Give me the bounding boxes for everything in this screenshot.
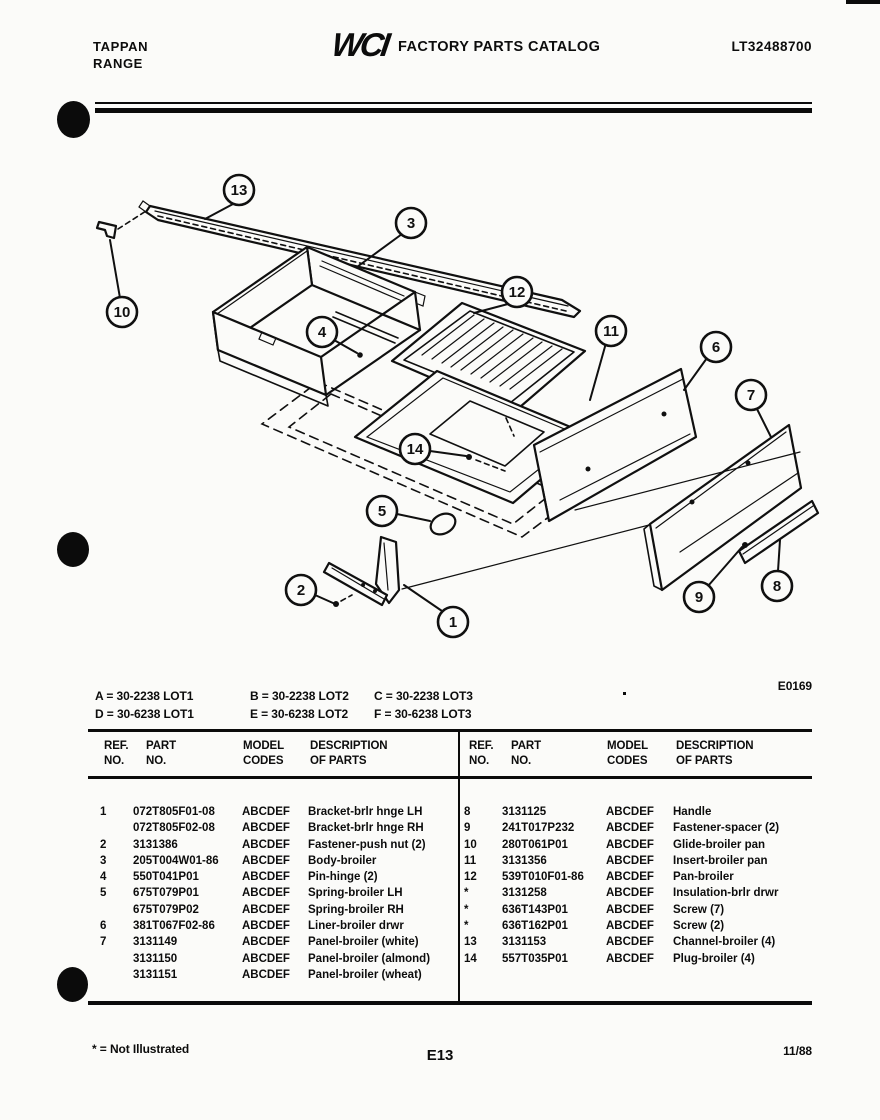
model-legend-b: B = 30-2238 LOT2 [250,689,349,703]
cell-codes: ABCDEF [606,871,654,884]
svg-text:2: 2 [296,582,306,599]
cell-ref: 1 [100,806,107,818]
table-row [464,936,812,952]
callout-13 [224,175,254,205]
cell-part: 675T079P02 [133,903,199,916]
page-number: E13 [426,1047,454,1064]
callout-9 [684,582,714,612]
cell-part: 280T061P01 [502,838,568,851]
cell-desc: Pin-hinge (2) [308,871,378,884]
cell-desc: Plug-broiler (4) [673,952,755,965]
svg-text:11: 11 [603,323,619,340]
cell-ref: * [464,903,469,916]
cell-ref: 4 [100,871,107,884]
svg-text:9: 9 [694,589,704,606]
cell-codes: ABCDEF [242,968,290,981]
cell-desc: Pan-broiler [673,871,734,884]
svg-text:6: 6 [711,339,721,356]
callout-6 [701,332,731,362]
table-row [100,936,452,952]
table-row [100,969,452,985]
cell-codes: ABCDEF [242,936,290,949]
cell-ref: 11 [464,854,477,867]
cell-ref: 9 [464,822,471,835]
cell-codes: ABCDEF [606,822,654,835]
model-legend-c: C = 30-2238 LOT3 [374,689,473,703]
svg-text:7: 7 [746,387,756,404]
callout-12 [502,277,532,307]
svg-text:14: 14 [406,441,424,458]
cell-part: 205T004W01-86 [133,854,219,867]
cell-desc: Bracket-brlr hnge LH [308,806,423,818]
cell-desc: Spring-broiler RH [308,903,404,916]
cell-desc: Liner-broiler drwr [308,920,404,933]
callout-10 [107,297,137,327]
cell-codes: ABCDEF [242,854,290,867]
col-header-part-right: PART NO. [511,740,542,767]
cell-desc: Screw (2) [673,920,725,933]
cell-ref: * [464,920,469,933]
table-row [100,839,452,855]
table-top-rule [88,729,812,732]
table-row [100,904,452,920]
cell-part: 3131356 [502,854,547,867]
col-header-desc-right: DESCRIPTION OF PARTS [676,740,754,767]
cell-ref: 8 [464,806,471,818]
table-row [464,855,812,871]
callout-2 [286,575,316,605]
table-row [100,920,452,936]
cell-part: 550T041P01 [133,871,199,884]
scan-dot [623,692,626,695]
cell-desc: Insert-broiler pan [673,854,768,867]
cell-ref: * [464,887,469,900]
cell-codes: ABCDEF [606,936,654,949]
svg-text:12: 12 [508,284,526,301]
cell-desc: Fastener-push nut (2) [308,838,426,851]
table-row [100,822,452,838]
callout-4 [307,317,337,347]
col-header-ref-right: REF. NO. [469,740,494,767]
cell-part: 3131151 [133,968,178,981]
callout-14 [400,434,430,464]
hinge-pin-part [357,352,363,358]
table-row [464,806,812,822]
table-row [464,871,812,887]
spring-part [427,510,459,539]
catalog-title: FACTORY PARTS CATALOG [398,39,601,55]
cell-part: 539T010F01-86 [502,871,584,884]
cell-part: 381T067F02-86 [133,920,215,933]
cell-ref: 3 [100,854,107,867]
brand-line1: TAPPAN [93,39,149,54]
model-legend-d: D = 30-6238 LOT1 [95,707,194,721]
cell-ref: 7 [100,936,107,949]
cell-part: 072T805F02-08 [133,822,215,835]
table-row [100,806,452,822]
table-row [464,904,812,920]
push-nut-part [333,595,352,607]
end-bracket-part [97,211,146,238]
cell-codes: ABCDEF [242,871,290,884]
model-legend-e: E = 30-6238 LOT2 [250,707,349,721]
cell-codes: ABCDEF [242,838,290,851]
table-row [464,953,812,969]
cell-desc: Panel-broiler (wheat) [308,968,422,981]
cell-desc: Panel-broiler (almond) [308,952,431,965]
table-row [100,871,452,887]
cell-part: 3131150 [133,952,178,965]
cell-desc: Fastener-spacer (2) [673,822,780,835]
cell-part: 3131258 [502,887,547,900]
cell-desc: Body-broiler [308,854,377,867]
cell-desc: Handle [673,806,712,818]
model-legend-a: A = 30-2238 LOT1 [95,689,194,703]
callout-1 [438,607,468,637]
col-header-model-left: MODEL CODES [243,740,285,767]
cell-codes: ABCDEF [242,903,290,916]
cell-part: 636T162P01 [502,920,568,933]
punch-hole-bottom [57,967,88,1002]
figure-code: E0169 [777,679,812,693]
cell-desc: Bracket-brlr hnge RH [308,822,424,835]
not-illustrated-note: * = Not Illustrated [92,1042,190,1056]
callout-3 [396,208,426,238]
cell-codes: ABCDEF [242,822,290,835]
table-row [464,822,812,838]
cell-codes: ABCDEF [242,920,290,933]
cell-part: 3131125 [502,806,547,818]
parts-list-right [464,806,812,969]
cell-part: 636T143P01 [502,903,568,916]
cell-codes: ABCDEF [606,806,654,818]
cell-desc: Panel-broiler (white) [308,936,419,949]
col-header-ref-left: REF. NO. [104,740,129,767]
cell-part: 3131386 [133,838,178,851]
table-row [100,887,452,903]
cell-codes: ABCDEF [242,887,290,900]
cell-part: 557T035P01 [502,952,568,965]
revision-date: 11/88 [783,1044,812,1058]
cell-codes: ABCDEF [606,838,654,851]
col-header-desc-left: DESCRIPTION OF PARTS [310,740,388,767]
svg-text:10: 10 [113,304,131,321]
cell-ref: 12 [464,871,477,884]
cell-ref: 2 [100,838,107,851]
cell-part: 3131153 [502,936,547,949]
svg-text:4: 4 [317,324,327,341]
table-row [464,887,812,903]
cell-codes: ABCDEF [242,952,290,965]
cell-codes: ABCDEF [606,887,654,900]
hinge-bracket-part [324,525,649,605]
table-row [464,839,812,855]
publication-number: LT32488700 [731,39,812,54]
table-row [464,920,812,936]
callout-11 [596,316,626,346]
inner-panel-part [534,369,696,521]
svg-text:8: 8 [772,578,782,595]
cell-codes: ABCDEF [606,920,654,933]
callout-8 [762,571,792,601]
cell-desc: Screw (7) [673,903,725,916]
wci-logo: WCI [329,26,390,63]
cell-ref: 5 [100,887,107,900]
table-header-rule [88,776,812,779]
cell-ref: 14 [464,952,477,965]
svg-text:1: 1 [448,614,458,631]
cell-part: 241T017P232 [502,822,575,835]
cell-desc: Channel-broiler (4) [673,936,776,949]
svg-text:13: 13 [230,182,248,199]
cell-desc: Spring-broiler LH [308,887,403,900]
cell-codes: ABCDEF [606,903,654,916]
parts-list-left [100,806,452,985]
svg-text:5: 5 [377,503,387,520]
svg-text:3: 3 [406,215,416,232]
cell-codes: ABCDEF [242,806,290,818]
callout-5 [367,496,397,526]
table-bottom-rule [88,1001,812,1005]
cell-codes: ABCDEF [606,854,654,867]
table-row [100,855,452,871]
brand-line2: RANGE [93,56,143,71]
cell-ref: 6 [100,920,107,933]
cell-part: 3131149 [133,936,178,949]
cell-part: 072T805F01-08 [133,806,215,818]
cell-desc: Glide-broiler pan [673,838,766,851]
col-header-model-right: MODEL CODES [607,740,649,767]
col-header-part-left: PART NO. [146,740,177,767]
model-legend-f: F = 30-6238 LOT3 [374,707,472,721]
cell-part: 675T079P01 [133,887,199,900]
table-row [100,953,452,969]
table-divider [458,729,460,1003]
callout-7 [736,380,766,410]
cell-codes: ABCDEF [606,952,654,965]
cell-ref: 10 [464,838,477,851]
cell-ref: 13 [464,936,477,949]
cell-desc: Insulation-brlr drwr [673,887,779,900]
